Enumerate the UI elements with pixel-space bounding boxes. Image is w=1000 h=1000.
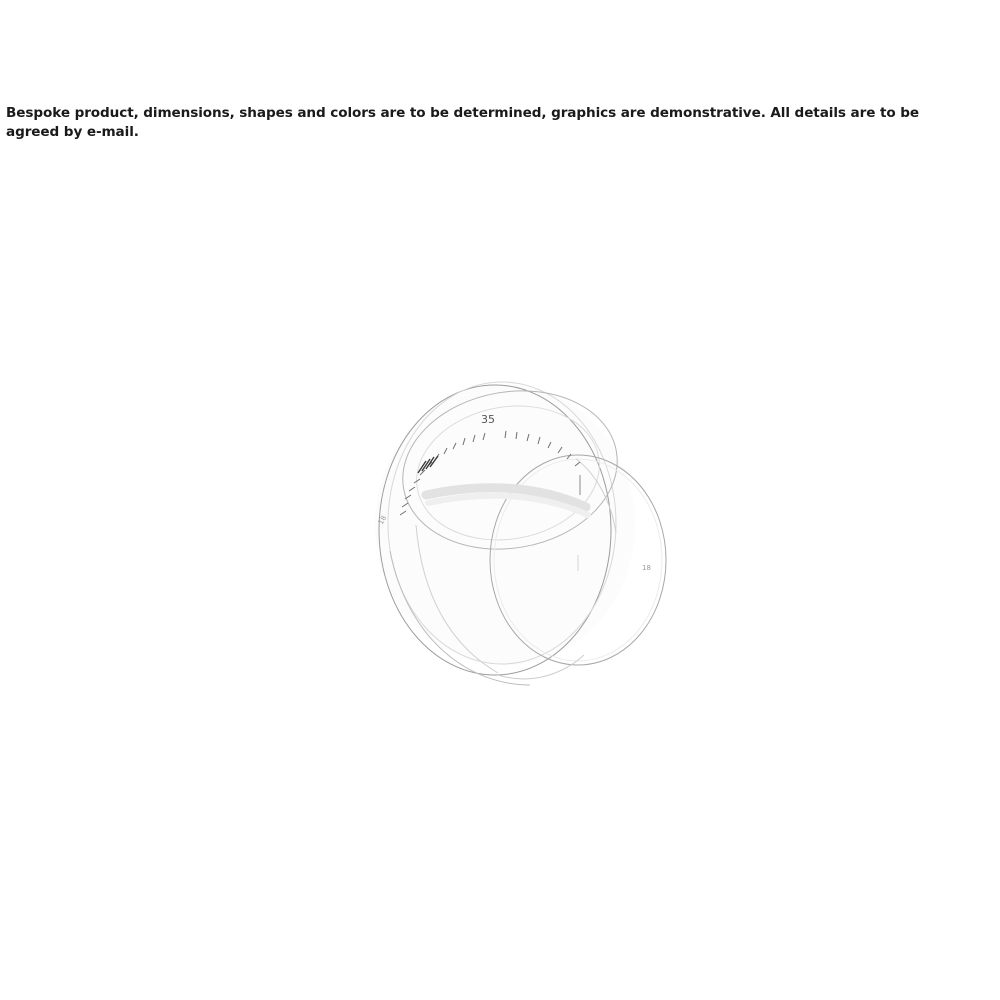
dial-small-label: 18 [376,514,389,526]
sketch-shading [375,385,635,665]
product-figure [330,355,710,715]
disclaimer-text: Bespoke product, dimensions, shapes and colors are to be determined, graphics are demonstrative. All details are to be agreed by e-mail. [6,105,919,140]
dial-scale-label: 35 [481,413,495,426]
product-sketch-svg [330,355,710,715]
front-cap-label: 18 [642,564,651,572]
